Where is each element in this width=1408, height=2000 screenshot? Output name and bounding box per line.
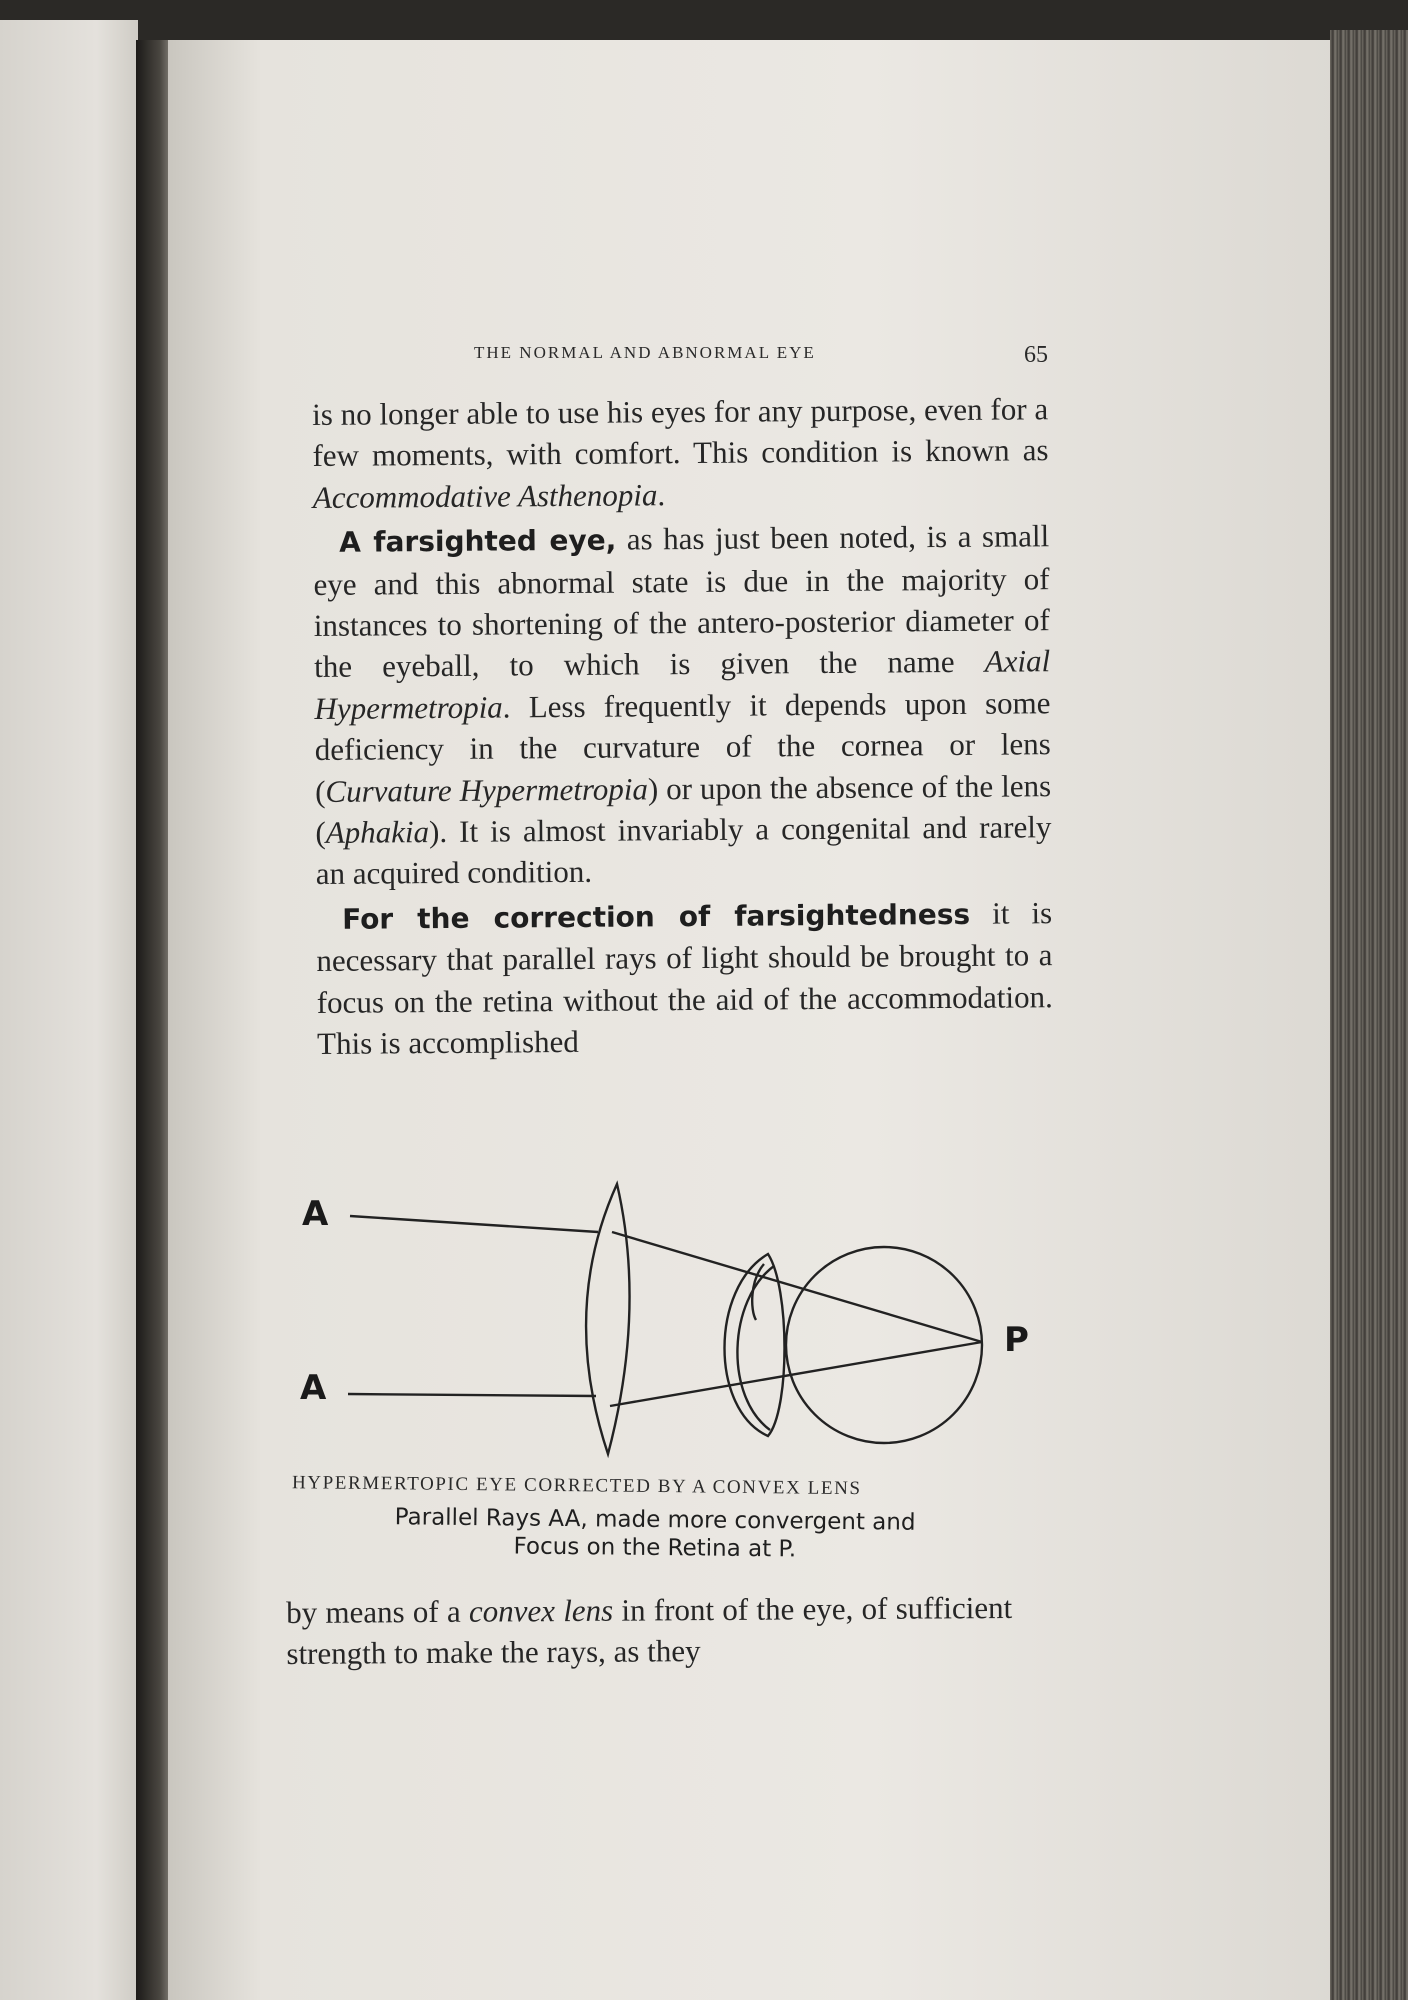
term-accommodative-asthenopia: Accommodative Asthenopia [312, 477, 658, 515]
convex-lens [586, 1184, 629, 1454]
term-axial-hypermetropia: Axial Hypermetropia [314, 643, 1051, 726]
lens-diagram-drawing [290, 1170, 1050, 1480]
facing-page [0, 20, 138, 2000]
paragraph-lead: For the correction of farsightedness [341, 897, 971, 936]
paragraph-accommodative-asthenopia: is no longer able to use his eyes for any purpose, even for a few moments, with comfort. This condition is known as Accommodative Asthenopia. [312, 391, 1049, 515]
page-edges [1330, 30, 1408, 2000]
ray-top-incident [350, 1216, 598, 1232]
page-number: 65 [1024, 342, 1048, 368]
caption-line: Parallel Rays AA, made more convergent and [394, 1504, 916, 1536]
paragraph-farsighted-eye: A farsighted eye, as has just been noted, is a small eye and this abnormal state is due in the majority of instances to shortening of the antero-posterior diameter of the eyeball, to which is given the name Axial Hypermetropia. Less frequently it depends upon some deficiency in the curvature of the cornea or lens (Curvature Hypermetropia) or upon the absence of the lens (Aphakia). It is almost invariably a congenital and rarely an acquired condition. [313, 518, 1052, 892]
term-aphakia: Aphakia [325, 814, 430, 850]
lens-edge-top [752, 1264, 764, 1320]
term-curvature-hypermetropia: Curvature Hypermetropia [325, 771, 649, 809]
figure-caption [330, 1503, 981, 1566]
ray-label-top: A [302, 1194, 329, 1234]
lens-diagram [290, 1170, 1050, 1480]
ray-label-bottom: A [300, 1368, 327, 1408]
caption-line: Focus on the Retina at P. [513, 1533, 797, 1563]
paragraph-correction: For the correction of farsightedness it is necessary that parallel rays of light should be brought to a focus on the retina without the aid of the accommodation. This is accomplished [316, 895, 1053, 1062]
paragraph-lead: A farsighted eye, [339, 523, 617, 560]
eyeball-outline [786, 1247, 982, 1443]
ray-bottom-incident [348, 1394, 596, 1396]
running-head: THE NORMAL AND ABNORMAL EYE [474, 343, 816, 362]
ray-top-refracted [612, 1232, 982, 1342]
term-convex-lens: convex lens [468, 1592, 614, 1629]
ray-bottom-refracted [610, 1342, 982, 1406]
body-text-continued [286, 1587, 1013, 1675]
focus-label: P [1004, 1320, 1029, 1360]
paragraph-convex-lens: by means of a convex lens in front of the eye, of sufficient strength to make the rays, as they [286, 1589, 1013, 1672]
body-text [312, 388, 1053, 1064]
figure-caption-title: HYPERMERTOPIC EYE CORRECTED BY A CONVEX LENS [291, 1472, 862, 1500]
cornea-curve [737, 1266, 774, 1430]
